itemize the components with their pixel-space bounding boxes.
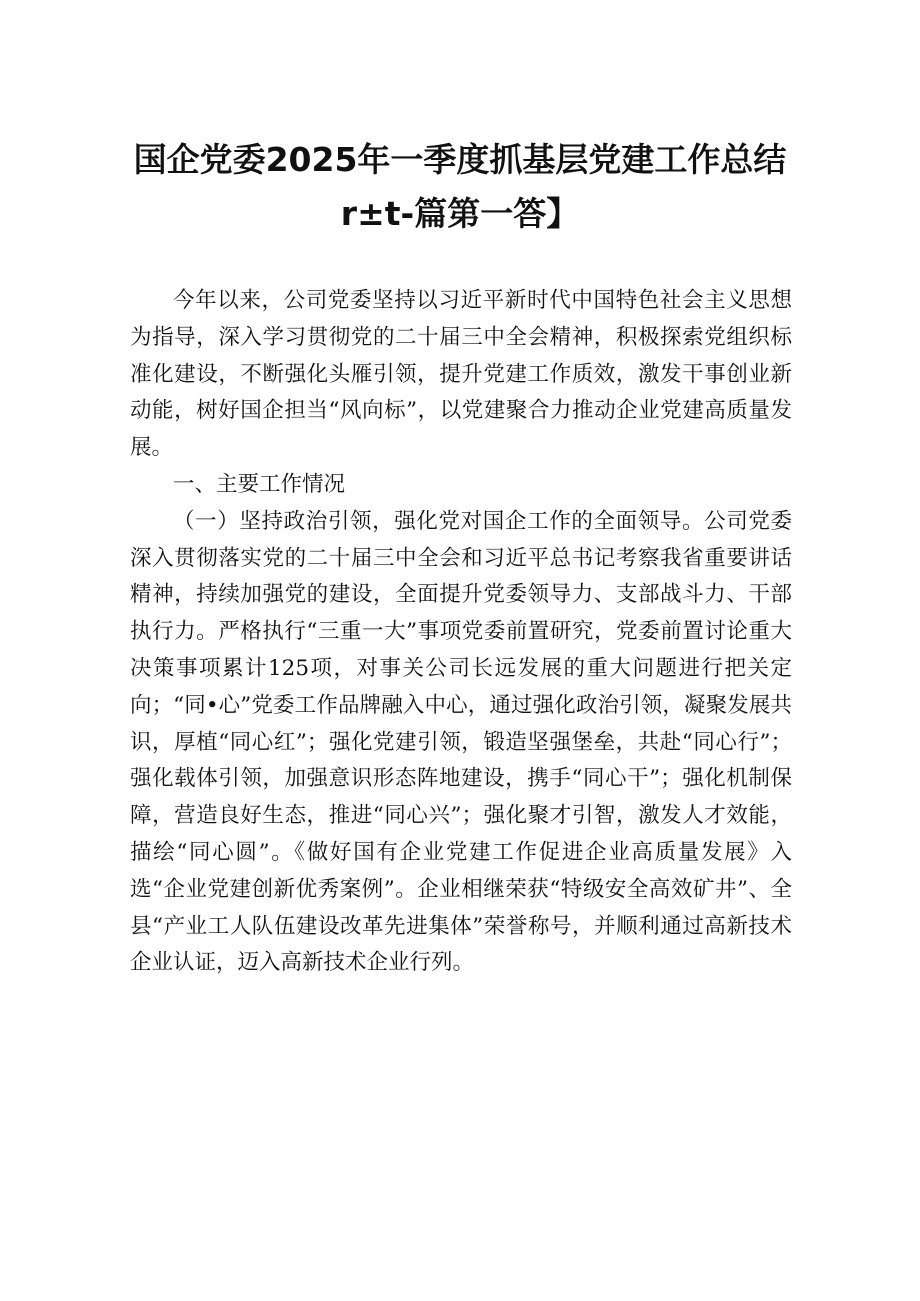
intro-paragraph: 今年以来，公司党委坚持以习近平新时代中国特色社会主义思想为指导，深入学习贯彻党的二十届三中全会精神，积极探索党组织标准化建设，不断强化头雁引领，提升党建工作质效，激发干事创业新动能，树好国企担当“风向标”，以党建聚合力推动企业党建高质量发展。 <box>130 288 792 461</box>
subsection-paragraph: （一）坚持政治引领，强化党对国企工作的全面领导。公司党委深入贯彻落实党的二十届三中全会和习近平总书记考察我省重要讲话精神，持续加强党的建设，全面提升党委领导力、支部战斗力、干部执行力。严格执行“三重一大”事项党委前置研究，党委前置讨论重大决策事项累计125项，对事关公司长远发展的重大问题进行把关定向；“同•心”党委工作品牌融入中心，通过强化政治引领，凝聚发展共识，厚植“同心红”；强化党建引领，锻造坚强堡垒，共赴“同心行”；强化载体引领，加强意识形态阵地建设，携手“同心干”；强化机制保障，营造良好生态，推进“同心兴”；强化聚才引智，激发人才效能，描绘“同心圆”。《做好国有企业党建工作促进企业高质量发展》入选“企业党建创新优秀案例”。企业相继荣获“特级安全高效矿井”、全县“产业工人队伍建设改革先进集体”荣誉称号，并顺利通过高新技术企业认证，迈入高新技术企业行列。 <box>130 508 793 976</box>
document-title-line-1: 国企党委2025年一季度抓基层党建工作总结 <box>133 140 787 179</box>
section-heading: 一、主要工作情况 <box>173 471 346 497</box>
document-body <box>130 283 792 982</box>
document-title-line-2: r±t-篇第一答】 <box>340 194 580 233</box>
